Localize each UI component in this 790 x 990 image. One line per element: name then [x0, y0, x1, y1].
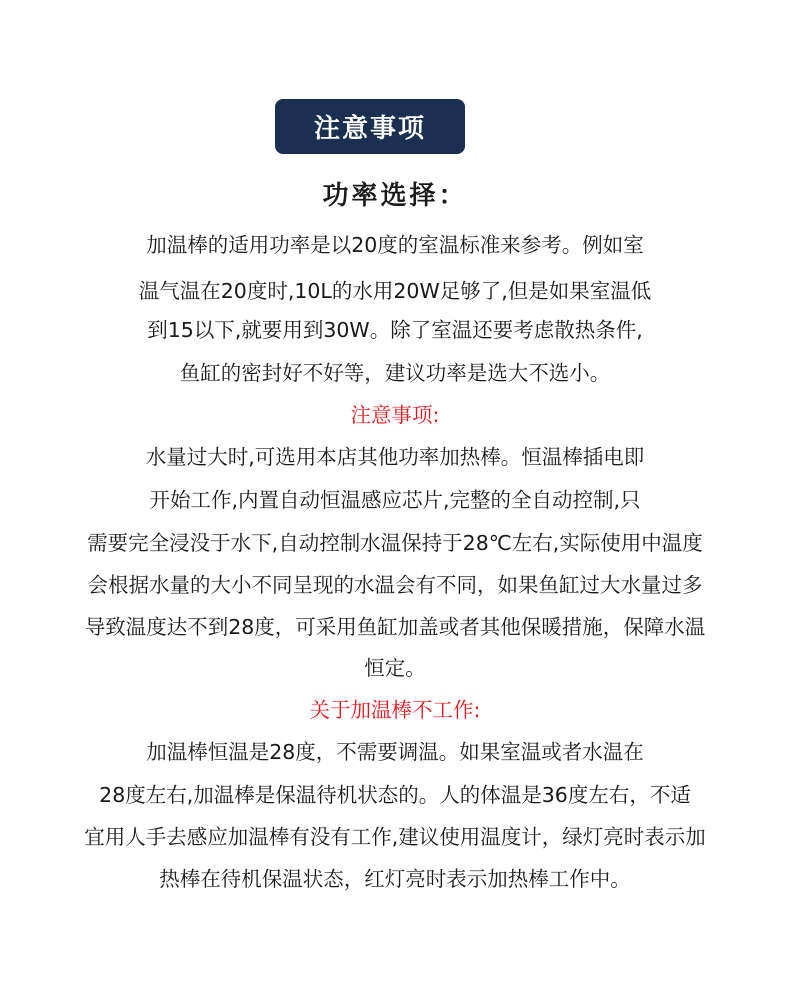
header-badge	[275, 99, 465, 154]
notice-line-4: 会根据水量的大小不同呈现的水温会有不同，如果鱼缸过大水量过多	[87, 573, 703, 597]
power-line-1: 加温棒的适用功率是以20度的室温标准来参考。例如室	[146, 233, 644, 257]
power-line-2: 温气温在20度时,10L的水用20W足够了,但是如果室温低	[138, 279, 652, 303]
notice-line-1: 水量过大时,可选用本店其他功率加热棒。恒温棒插电即	[145, 445, 645, 469]
notice-heading: 注意事项:	[350, 403, 440, 427]
notice-line-5: 导致温度达不到28度，可采用鱼缸加盖或者其他保暖措施，保障水温	[84, 615, 706, 639]
not-working-line-3: 宜用人手去感应加温棒有没有工作,建议使用温度计，绿灯亮时表示加	[84, 825, 706, 849]
power-line-4: 鱼缸的密封好不好等，建议功率是选大不选小。	[179, 361, 611, 385]
not-working-line-2: 28度左右,加温棒是保温待机状态的。人的体温是36度左右，不适	[99, 783, 691, 807]
power-line-3: 到15以下,就要用到30W。除了室温还要考虑散热条件,	[147, 318, 643, 342]
notice-line-2: 开始工作,内置自动恒温感应芯片,完整的全自动控制,只	[149, 488, 641, 512]
header-badge-title: 注意事项	[313, 114, 426, 144]
not-working-heading: 关于加温棒不工作:	[309, 698, 481, 722]
notice-line-6: 恒定。	[364, 656, 426, 680]
not-working-line-4: 热棒在待机保温状态，红灯亮时表示加热棒工作中。	[159, 867, 631, 891]
notice-line-3: 需要完全浸没于水下,自动控制水温保持于28℃左右,实际使用中温度	[87, 531, 703, 555]
not-working-line-1: 加温棒恒温是28度，不需要调温。如果室温或者水温在	[146, 740, 644, 764]
power-selection-heading: 功率选择：	[322, 181, 468, 211]
